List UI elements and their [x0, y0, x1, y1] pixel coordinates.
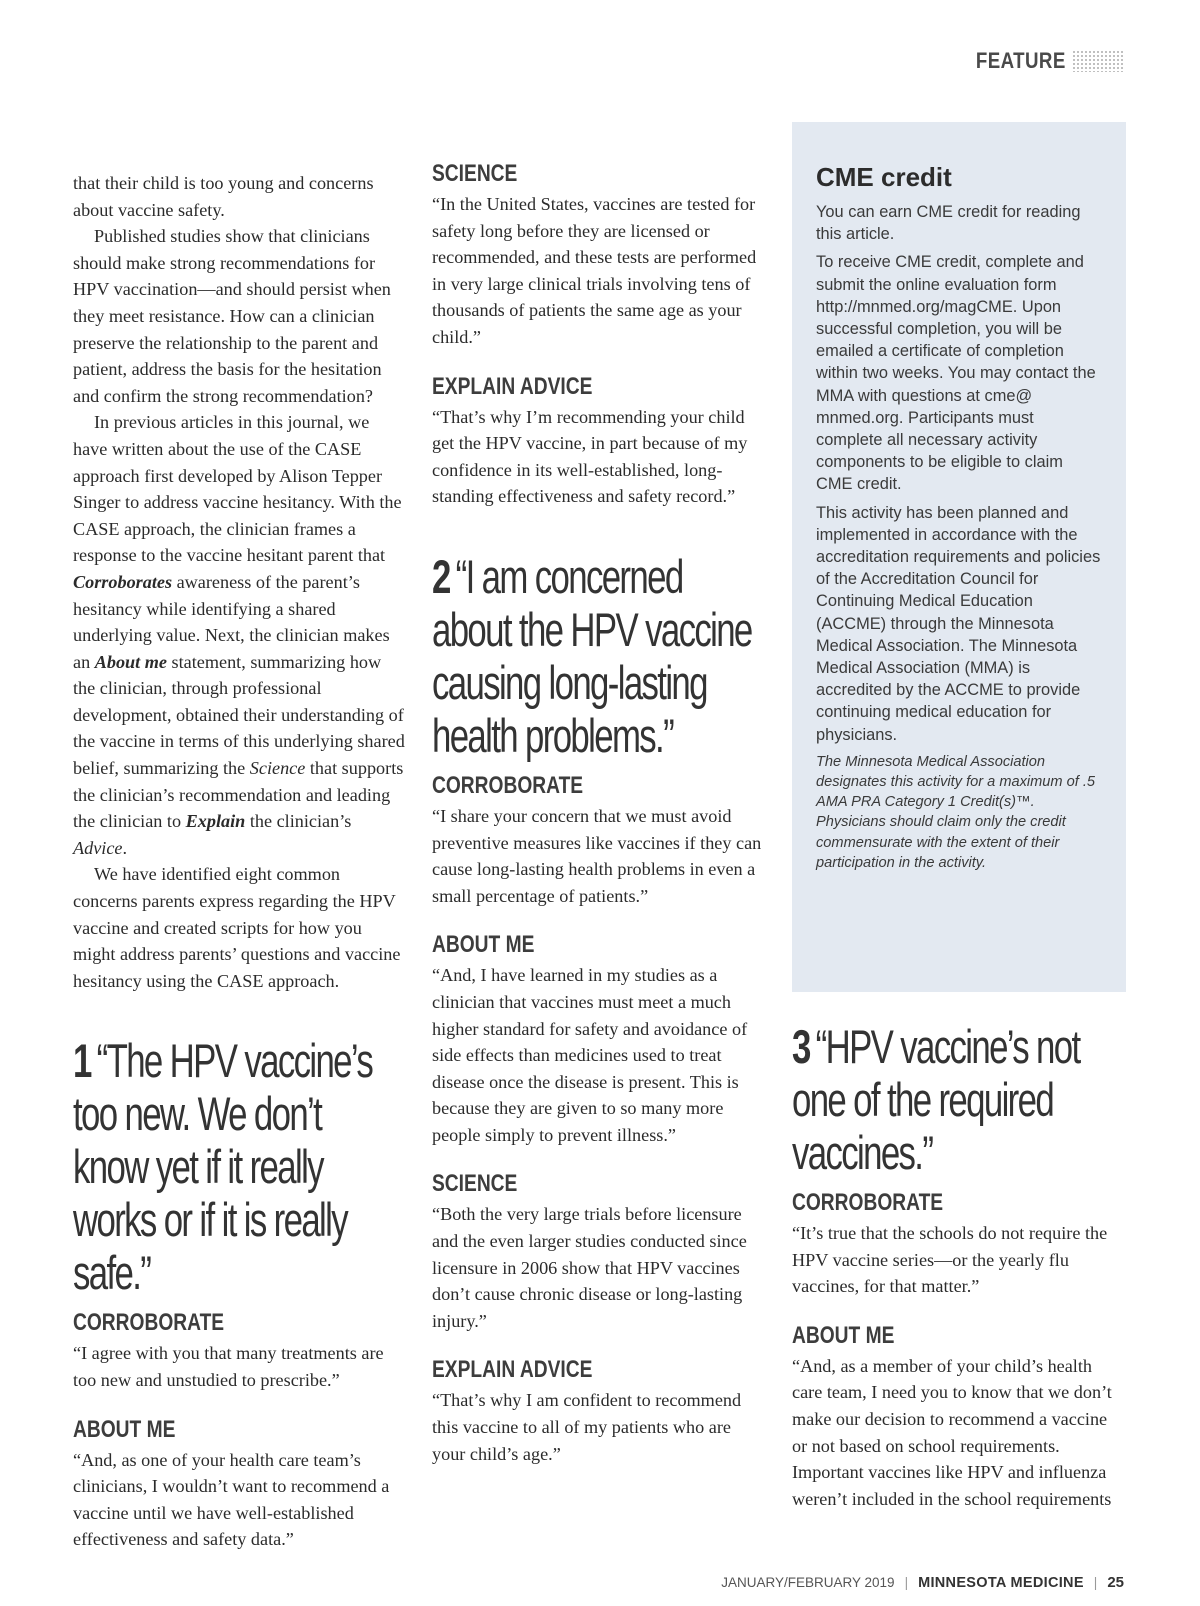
footer-separator: | — [904, 1575, 909, 1590]
explain-advice-heading: EXPLAIN ADVICE — [432, 372, 593, 400]
about-me-heading: ABOUT ME — [73, 1415, 176, 1443]
corroborate-heading: CORROBORATE — [73, 1309, 225, 1337]
term-explain: Explain — [185, 811, 246, 832]
term-science: Science — [249, 758, 306, 779]
concern-number: 2 — [432, 549, 450, 603]
term-advice: Advice — [73, 837, 123, 858]
footer-separator: | — [1093, 1575, 1098, 1590]
sidebar-paragraph: This activity has been planned and implemented in accordance with the accreditation requirements and policies of the Accreditation Council for Continuing Medical Education (ACCME) through the Minnesota Medical Association. The Minnesota Medical Association (MMA) is accredited by the ACCME to provide continuing medical education for physicians. — [816, 503, 1101, 744]
explain-advice-heading: EXPLAIN ADVICE — [432, 1356, 593, 1384]
science-heading: SCIENCE — [432, 1170, 518, 1198]
sidebar-credit-designation: The Minnesota Medical Association designates this activity for a maximum of .5 AMA PRA Category 1 Credit(s)™. Physicians should claim only the credit commensurate with the extent of their participation in the activity. — [816, 753, 1096, 871]
about-me-text: “And, I have learned in my studies as a clinician that vaccines must meet a much higher standard for safety and avoidance of side effects than medicines used to treat disease once the disease is present. This is because they are given to so many more people simply to prevent illness.” — [432, 965, 748, 1145]
concern-quote: “HPV vaccine’s not one of the required vaccines.” — [792, 1020, 1080, 1179]
term-about-me: About me — [94, 651, 167, 672]
term-corroborates: Corroborates — [73, 571, 173, 592]
corroborate-heading: CORROBORATE — [792, 1189, 944, 1216]
explain-advice-text: “That’s why I’m recommending your child get the HPV vaccine, in part because of my confidence in its well-established, long-standing effectiveness and safety record.” — [432, 406, 748, 507]
page-number: 25 — [1107, 1574, 1124, 1591]
sidebar-paragraph: You can earn CME credit for reading this article. — [816, 203, 1081, 244]
concern-quote: “The HPV vaccine’s too new. We don’t know yet if it really works or if it is really safe.” — [73, 1034, 373, 1300]
about-me-heading: ABOUT ME — [792, 1321, 895, 1349]
cme-credit-sidebar — [792, 122, 1126, 992]
concern-quote: “I am concerned about the HPV vaccine causing long-lasting health problems.” — [432, 549, 752, 762]
magazine-title: MINNESOTA MEDICINE — [918, 1574, 1084, 1591]
sidebar-title: CME credit — [816, 162, 952, 192]
about-me-text: “And, as a member of your child’s health care team, I need you to know that we don’t make our decision to recommend a vaccine or not based on school requirements. Important vaccines like HPV and influenza weren’t included in the school requirements — [792, 1355, 1112, 1509]
paragraph: that their child is too young and concerns about vaccine safety. — [73, 173, 374, 220]
section-label — [960, 48, 1124, 74]
column-1 — [73, 170, 405, 1553]
science-text: “Both the very large trials before licensure and the even larger studies conducted since licensure in 2006 show that HPV vaccines don’t cause chronic disease or long-lasting injury.” — [432, 1204, 747, 1331]
paragraph: Published studies show that clinicians should make strong recommendations for HPV vaccination—and should persist when they meet resistance. How can a clinician preserve the relationship to the parent and patient, address the basis for the hesitation and confirm the strong recommendation? — [73, 226, 391, 406]
corroborate-heading: CORROBORATE — [432, 771, 584, 799]
paragraph: We have identified eight common concerns parents express regarding the HPV vaccine and created scripts for how you might address parents’ questions and vaccine hesitancy using the CASE approach. — [73, 864, 401, 991]
concern-2-pull-quote — [432, 550, 761, 762]
science-heading: SCIENCE — [432, 160, 518, 187]
corroborate-text: “I share your concern that we must avoid preventive measures like vaccines if they can cause long-lasting health problems in even a small percentage of patients.” — [432, 805, 762, 906]
column-3 — [792, 1020, 1124, 1512]
about-me-heading: ABOUT ME — [432, 931, 535, 959]
page-footer — [721, 1574, 1124, 1591]
issue-date: JANUARY/FEBRUARY 2019 — [721, 1575, 895, 1590]
concern-number: 1 — [73, 1034, 91, 1088]
science-text: “In the United States, vaccines are tested for safety long before they are licensed or recommended, and these tests are performed in very large clinical trials involving tens of thousands of patients the same age as your child.” — [432, 194, 757, 347]
column-2 — [432, 160, 764, 1467]
about-me-text: “And, as one of your health care team’s clinicians, I wouldn’t want to recommend a vaccine until we have well-established effectiveness and safety data.” — [73, 1449, 390, 1550]
corroborate-text: “It’s true that the schools do not require the HPV vaccine series—or the yearly flu vaccines, for that matter.” — [792, 1223, 1108, 1297]
concern-number: 3 — [792, 1020, 810, 1073]
concern-3-pull-quote — [792, 1020, 1121, 1179]
concern-1-pull-quote — [73, 1034, 402, 1299]
corroborate-text: “I agree with you that many treatments are too new and unstudied to prescribe.” — [73, 1343, 384, 1390]
paragraph-case-approach: In previous articles in this journal, we have written about the use of the CASE approach first developed by Alison Tepper Singer to address vaccine hesitancy. With the CASE approach, the clinician frames a response to the vaccine hesitant parent that Corroborates awareness of the parent’s hesitancy while identifying a shared underlying value. Next, the clinician makes an About me statement, summarizing how the clinician, through professional development, obtained their understanding of the vaccine in terms of this underlying shared belief, summarizing the Science that supports the clinician’s recommendation and leading the clinician to Explain the clinician’s Advice. — [73, 412, 405, 858]
explain-advice-text: “That’s why I am confident to recommend this vaccine to all of my patients who are your child’s age.” — [432, 1390, 742, 1464]
section-label-text: FEATURE — [976, 48, 1066, 73]
sidebar-paragraph: To receive CME credit, complete and submit the online evaluation form http://mnmed.org/magCME. Upon successful completion, you will be emailed a certificate of completion within two weeks. You may contact the MMA with questions at cme@ mnmed.org. Participants must complete all necessary activity components to be eligible to claim CME credit. — [816, 253, 1096, 494]
dot-pattern-decoration — [1072, 50, 1124, 72]
